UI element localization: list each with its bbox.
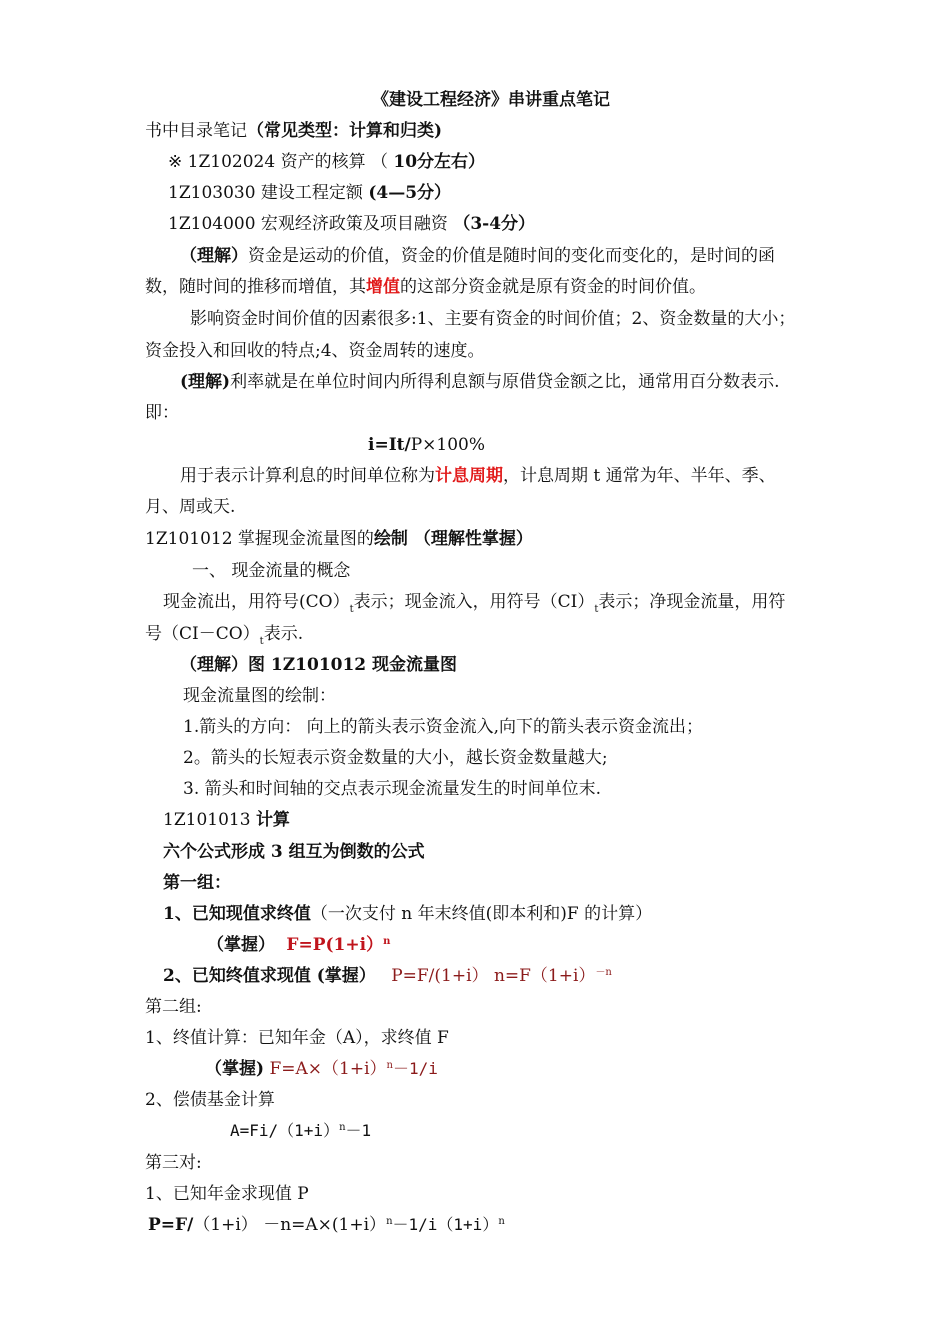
toc-item-score: （3-4分） (453, 214, 536, 234)
paragraph-text: 用于表示计算利息的时间单位称为 (180, 466, 435, 486)
toc-item-score: 10分左右） (393, 152, 486, 172)
formula-annuity-fv: F=A×（1+i） (269, 1059, 387, 1079)
paragraph-interest-rate-cont: 即： (145, 403, 179, 423)
paragraph-text: 表示；净现金流量，用符 (598, 592, 786, 612)
formula-part: i=It/ (368, 435, 411, 455)
paragraph-interest-period-cont: 月、周或天. (145, 497, 236, 517)
paragraph-time-value-cont (145, 277, 706, 297)
group-1-item-2 (163, 966, 612, 989)
formula-annuity-fv-tail: －1/i (392, 1059, 438, 1078)
toc-note-type: （常见类型：计算和归类) (247, 121, 443, 141)
group-2-heading: 第二组: (145, 997, 202, 1017)
subscript-t: t (349, 604, 354, 615)
formula-annuity-pv: （1+i） －n=A×(1+i） (193, 1215, 387, 1235)
document-title: 《建设工程经济》串讲重点笔记 (372, 90, 610, 110)
toc-item-text: 1Z103030 建设工程定额 (168, 183, 369, 203)
section-heading-1z101013 (163, 810, 290, 830)
paragraph-factors-cont: 资金投入和回收的特点;4、资金周转的速度。 (145, 341, 485, 361)
toc-item-1z103030 (168, 183, 451, 203)
paragraph-text: 利率就是在单位时间内所得利息额与原借贷金额之比，通常用百分数表示. (230, 372, 780, 392)
superscript-n: n (498, 1216, 505, 1227)
paragraph-text: 表示；现金流入，用符号（CI） (353, 592, 595, 612)
master-tag: （掌握） (207, 935, 275, 955)
paragraph-factors: 影响资金时间价值的因素很多:1、主要有资金的时间价值；2、资金数量的大小； (190, 309, 796, 329)
understand-tag: (理解) (180, 372, 231, 392)
subheading-cash-flow-concept: 一、 现金流量的概念 (192, 561, 351, 581)
formula-sinking-fund: A=Fi/（1+i） (230, 1121, 340, 1140)
formula-sinking-fund-tail: －1 (345, 1121, 372, 1140)
section-emphasis: 计算 (255, 810, 290, 830)
toc-item-text: 1Z104000 宏观经济政策及项目融资 (168, 214, 454, 234)
group-1-item-1 (163, 904, 652, 924)
toc-note-label: 书中目录笔记 (145, 121, 247, 141)
formula-annuity-pv-tail: －1/i（1+i） (392, 1215, 499, 1234)
group-1-heading: 第一组： (163, 873, 231, 893)
superscript-n: n (339, 1122, 346, 1133)
toc-note-line (145, 121, 442, 141)
paragraph-text: 表示. (263, 624, 304, 644)
superscript-n: n (386, 1216, 393, 1227)
superscript-neg-n: －n (595, 967, 612, 978)
group-3-heading: 第三对: (145, 1153, 202, 1173)
group-3-item-1: 1、已知年金求现值 P (145, 1184, 309, 1204)
cash-flow-rule-3: 3. 箭头和时间轴的交点表示现金流量发生的时间单位末. (183, 779, 602, 799)
group-2-item-1: 1、终值计算：已知年金（A），求终值 F (145, 1028, 449, 1048)
group-2-item-2: 2、偿债基金计算 (145, 1090, 275, 1110)
paragraph-cash-flow-symbols (163, 592, 785, 615)
paragraph-text: 的这部分资金就是原有资金的时间价值。 (400, 277, 706, 297)
paragraph-text: 现金流出，用符号(CO） (163, 592, 350, 612)
paragraph-text: ，计息周期 t 通常为年、半年、季、 (503, 466, 776, 486)
toc-item-score: (4—5分） (368, 183, 452, 203)
paragraph-text: 数，随时间的推移而增值，其 (145, 277, 366, 297)
cash-flow-drawing-heading: 现金流量图的绘制： (183, 686, 336, 706)
subscript-t: t (259, 636, 264, 647)
paragraph-text: 号（CI－CO） (145, 624, 260, 644)
group-1-formula-1 (207, 935, 390, 958)
master-tag: （掌握) (205, 1059, 265, 1079)
item-title: 2、已知终值求现值 (掌握） (163, 966, 376, 986)
group-2-formula-1 (205, 1059, 438, 1082)
highlight-appreciation: 增值 (366, 277, 400, 297)
paragraph-interest-period (180, 466, 776, 486)
formula-part: P=F/ (148, 1215, 194, 1235)
item-desc: （一次支付 n 年末终值(即本利和)F 的计算） (310, 904, 653, 924)
cash-flow-rule-1: 1.箭头的方向： 向上的箭头表示资金流入,向下的箭头表示资金流出； (183, 717, 704, 737)
toc-item-1z102024 (168, 152, 485, 172)
subscript-t: t (594, 604, 599, 615)
group-3-formula-1 (148, 1215, 505, 1238)
figure-caption-cash-flow: （理解）图 1Z101012 现金流量图 (180, 655, 458, 675)
toc-item-text: ※ 1Z102024 资产的核算 （ (168, 152, 394, 172)
toc-item-1z104000 (168, 214, 535, 234)
item-title: 1、已知现值求终值 (163, 904, 311, 924)
section-heading-1z101012 (145, 529, 533, 549)
group-2-formula-2 (230, 1121, 371, 1144)
formula-present-value: P=F/(1+i） n=F（1+i） (391, 966, 596, 986)
section-code: 1Z101012 掌握现金流量图的 (145, 529, 374, 549)
formula-groups-heading: 六个公式形成 3 组互为倒数的公式 (163, 842, 425, 862)
section-code: 1Z101013 (163, 810, 256, 830)
formula-part: P×100% (410, 435, 486, 455)
paragraph-interest-rate (180, 372, 780, 392)
paragraph-text: 资金是运动的价值，资金的价值是随时间的变化而变化的，是时间的函 (248, 246, 775, 266)
superscript-n: n (383, 936, 391, 947)
section-emphasis: 绘制 （理解性掌握） (373, 529, 533, 549)
cash-flow-rule-2: 2。箭头的长短表示资金数量的大小，越长资金数量越大; (183, 748, 608, 768)
formula-future-value: F=P(1+i） (286, 935, 384, 955)
formula-interest-rate (368, 435, 485, 455)
paragraph-cash-flow-symbols-cont (145, 624, 303, 647)
superscript-n: n (386, 1060, 393, 1071)
paragraph-time-value (180, 246, 775, 266)
highlight-interest-period: 计息周期 (435, 466, 503, 486)
understand-tag: （理解） (180, 246, 248, 266)
